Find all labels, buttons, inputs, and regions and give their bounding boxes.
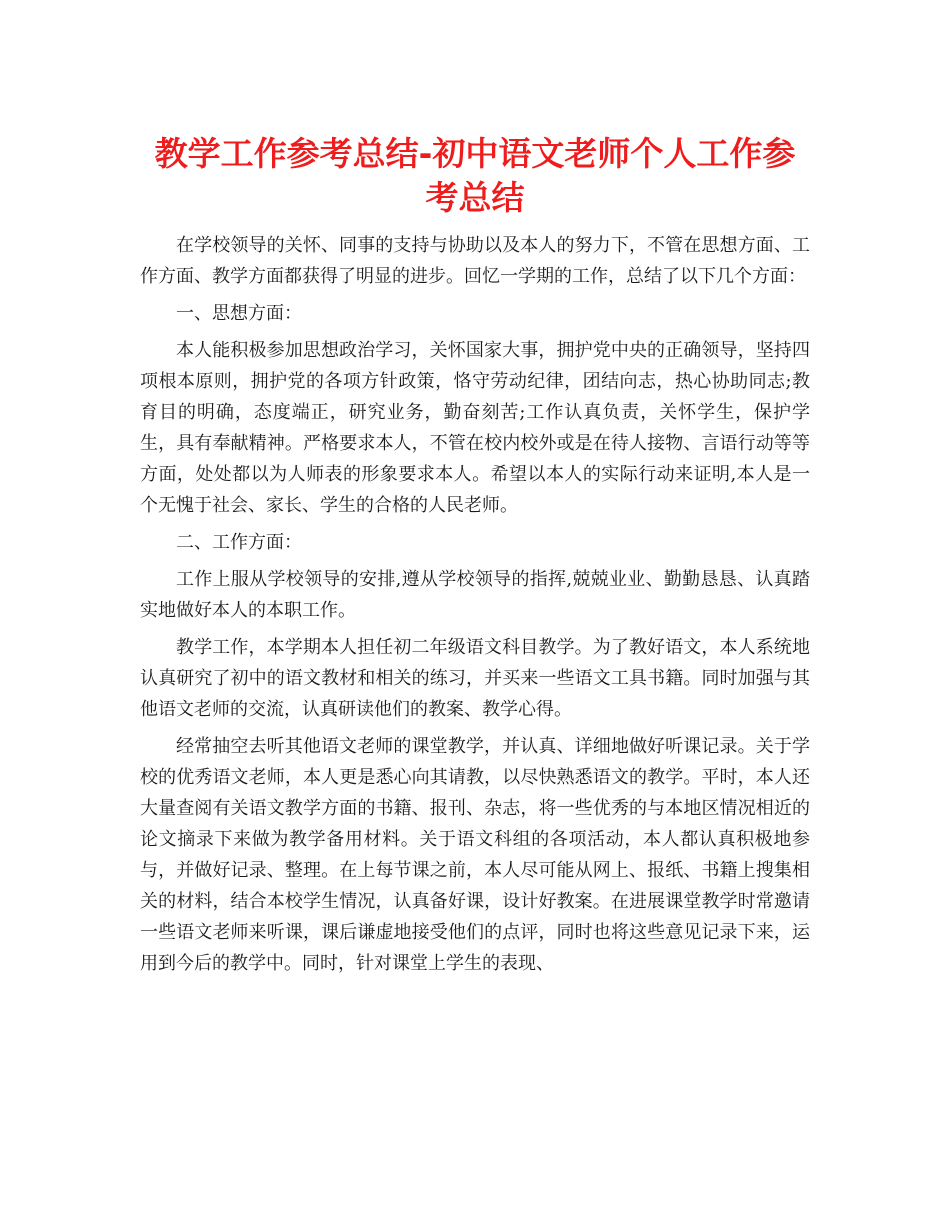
lesson-observation-paragraph: 经常抽空去听其他语文老师的课堂教学，并认真、详细地做好听课记录。关于学校的优秀语文老师，本人更是悉心向其请教，以尽快熟悉语文的教学。平时，本人还大量查阅有关语文教学方面的书籍、报刊、杂志，将一些优秀的与本地区情况相近的论文摘录下来做为教学备用材料。关于语文科组的各项活动，本人都认真积极地参与，并做好记录、整理。在上每节课之前，本人尽可能从网上、报纸、书籍上搜集相关的材料，结合本校学生情况，认真备好课，设计好教案。在进展课堂教学时常邀请一些语文老师来听课，课后谦虚地接受他们的点评，同时也将这些意见记录下来，运用到今后的教学中。同时，针对课堂上学生的表现、 (140, 736, 810, 974)
section-heading-work: 二、工作方面： (176, 532, 302, 553)
thought-paragraph: 本人能积极参加思想政治学习，关怀国家大事，拥护党中央的正确领导，坚持四项根本原则，拥护党的各项方针政策，恪守劳动纪律，团结向志，热心协助同志;教育目的明确，态度端正，研究业务，勤奋刻苦;工作认真负责，关怀学生，保护学生，具有奉献精神。严格要求本人，不管在校内校外或是在待人接物、言语行动等等方面，处处都以为人师表的形象要求本人。希望以本人的实际行动来证明,本人是一个无愧于社会、家长、学生的合格的人民老师。 (140, 340, 810, 516)
document-body (140, 230, 810, 979)
work-paragraph: 工作上服从学校领导的安排,遵从学校领导的指挥,兢兢业业、勤勤恳恳、认真踏实地做好本人的本职工作。 (140, 569, 810, 621)
teaching-paragraph: 教学工作，本学期本人担任初二年级语文科目教学。为了教好语文，本人系统地认真研究了初中的语文教材和相关的练习，并买来一些语文工具书籍。同时加强与其他语文老师的交流，认真研读他们的教案、教学心得。 (140, 637, 810, 720)
intro-paragraph: 在学校领导的关怀、同事的支持与协助以及本人的努力下，不管在思想方面、工作方面、教学方面都获得了明显的进步。回忆一学期的工作，总结了以下几个方面： (140, 235, 810, 287)
section-heading-thought: 一、思想方面： (176, 303, 302, 324)
document-title: 教学工作参考总结-初中语文老师个人工作参考总结 (154, 134, 796, 217)
